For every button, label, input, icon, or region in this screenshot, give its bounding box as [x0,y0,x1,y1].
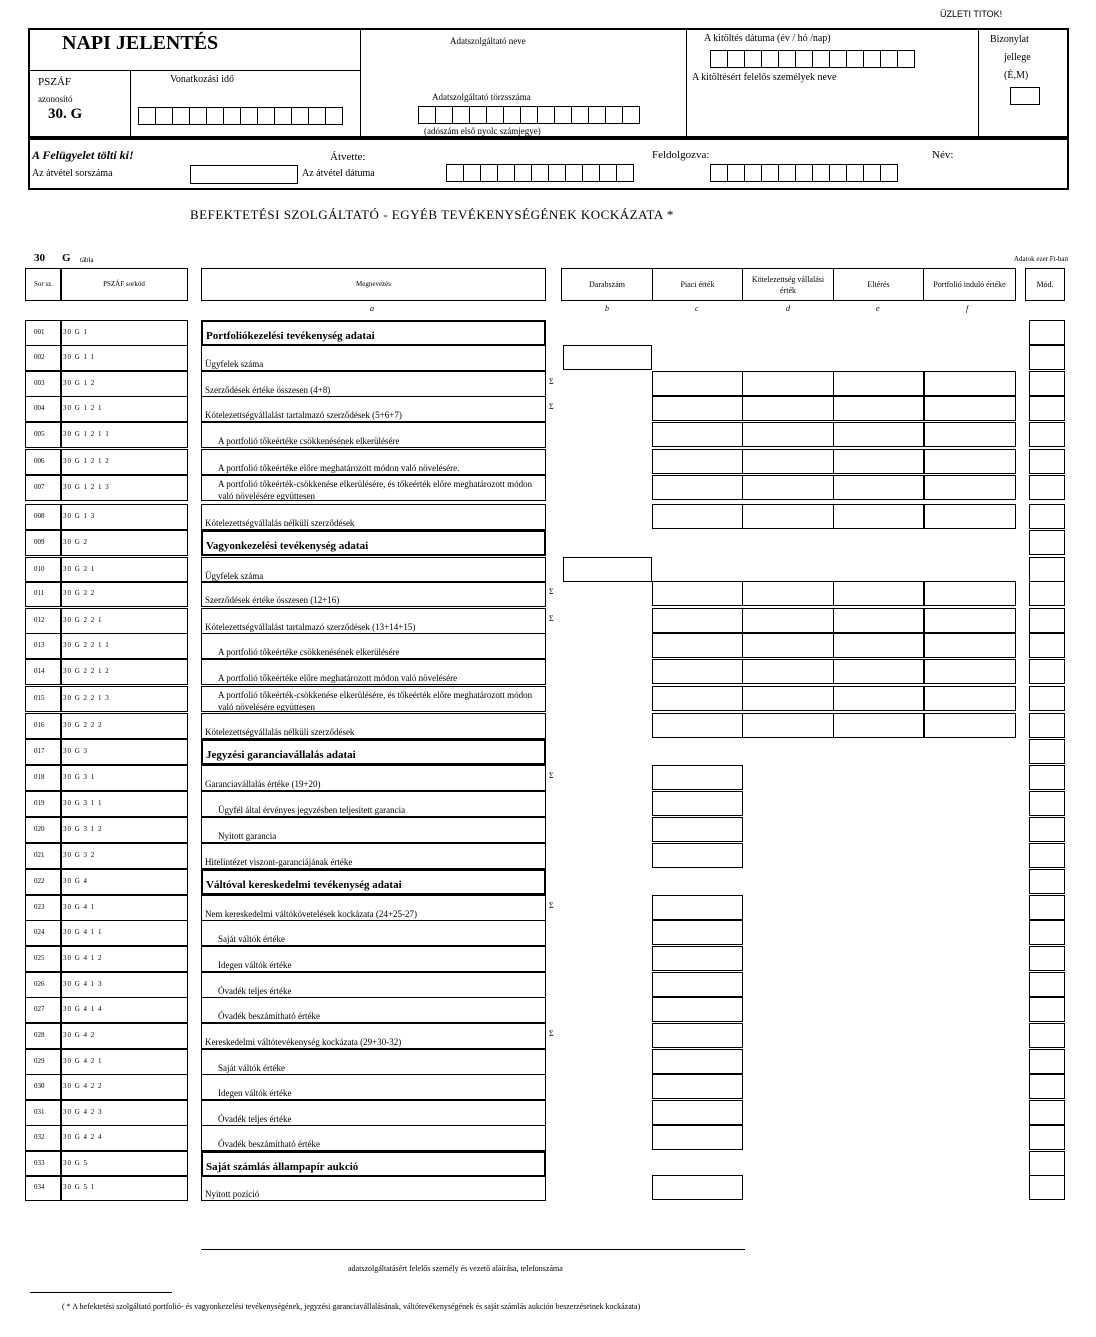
row-label: A portfolió tőkeérték-csökkenése elkerülésére, és tőkeérték előre meghatározott módon való növelésére együttesen [201,475,546,501]
row-number: 017 [25,739,62,765]
table-label-letter: G [62,252,71,264]
row-label: Ügyfelek száma [201,345,546,371]
cell-market[interactable] [652,791,743,816]
row-number: 004 [25,396,62,422]
row-number: 032 [25,1125,62,1151]
row-code: 30 G 1 3 [60,504,188,530]
cell-mod[interactable] [1029,422,1065,447]
row-code: 30 G 4 2 2 [60,1074,188,1100]
row-code: 30 G 3 1 [60,765,188,791]
cell-mod[interactable] [1029,713,1065,738]
col-header-market: Piaci érték [652,268,743,301]
doc-type-label: Bizonylat [990,34,1029,45]
cell-mod[interactable] [1029,659,1065,684]
cell-market[interactable] [652,817,743,842]
cell-diff[interactable] [833,504,925,529]
cell-mod[interactable] [1029,504,1065,529]
row-code: 30 G 2 1 [60,557,188,583]
cell-start[interactable] [923,633,1016,658]
row-label: Jegyzési garanciavállalás adatai [201,739,546,765]
col-letter-e: e [876,304,880,313]
cell-diff[interactable] [833,449,925,474]
reference-time-label: Vonatkozási idő [170,74,234,85]
doc-type-input[interactable] [1010,87,1040,105]
row-label: Nyitott pozíció [201,1175,546,1201]
reference-time-cells[interactable] [138,107,342,125]
cell-mod[interactable] [1029,608,1065,633]
cell-mod[interactable] [1029,946,1065,971]
cell-market[interactable] [652,449,743,474]
cell-market[interactable] [652,633,743,658]
receipt-no-label: Az átvétel sorszáma [32,168,113,179]
cell-start[interactable] [923,659,1016,684]
cell-mod[interactable] [1029,1125,1065,1150]
row-label: Kötelezettségvállalást tartalmazó szerződések (13+14+15) [201,608,546,634]
fill-date-label: A kitöltés dátuma (év / hó /nap) [704,33,831,44]
cell-start[interactable] [923,686,1016,711]
cell-market[interactable] [652,608,743,633]
cell-market[interactable] [652,581,743,606]
cell-diff[interactable] [833,396,925,421]
col-header-commit: Kötelezettség vállalási érték [742,268,834,301]
signature-caption: adatszolgáltatásért felelős személy és vezető aláírása, telefonszáma [348,1264,563,1273]
col-letter-a: a [370,304,374,313]
sum-marker: Σ [549,771,554,780]
row-label: A portfolió tőkeérték-csökkenése elkerülésére, és tőkeérték előre meghatározott módon való növelésére együttesen [201,686,546,712]
cell-market[interactable] [652,713,743,738]
row-label: Kötelezettségvállalás nélküli szerződések [201,504,546,530]
sum-marker: Σ [549,377,554,386]
row-code: 30 G 4 1 3 [60,972,188,998]
header-divider-1 [360,28,361,138]
row-label: Óvadék beszámítható értéke [201,997,546,1023]
form-title-main: NAPI JELENTÉS [62,32,219,54]
col-header-code: PSZÁF sorkód [60,268,188,301]
row-number: 034 [25,1175,62,1201]
cell-commit[interactable] [742,422,834,447]
row-number: 020 [25,817,62,843]
row-code: 30 G 4 1 2 [60,946,188,972]
cell-commit[interactable] [742,475,834,500]
row-code: 30 G 1 [60,320,188,346]
cell-mod[interactable] [1029,920,1065,945]
row-code: 30 G 1 2 1 [60,396,188,422]
row-code: 30 G 3 2 [60,843,188,869]
cell-mod[interactable] [1029,791,1065,816]
received-label: Átvette: [330,151,366,163]
col-header-count: Darabszám [561,268,653,301]
row-label: Váltóval kereskedelmi tevékenység adatai [201,869,546,895]
cell-mod[interactable] [1029,581,1065,606]
row-number: 033 [25,1151,62,1177]
cell-mod[interactable] [1029,843,1065,868]
row-number: 002 [25,345,62,371]
cell-mod[interactable] [1029,817,1065,842]
cell-mod[interactable] [1029,997,1065,1022]
cell-diff[interactable] [833,686,925,711]
cell-diff[interactable] [833,608,925,633]
row-label: Saját váltók értéke [201,1049,546,1075]
cell-market[interactable] [652,843,743,868]
row-number: 010 [25,557,62,583]
cell-market[interactable] [652,371,743,396]
row-number: 001 [25,320,62,346]
cell-market[interactable] [652,396,743,421]
cell-market[interactable] [652,1049,743,1074]
cell-mod[interactable] [1029,1049,1065,1074]
row-number: 018 [25,765,62,791]
row-label: A portfolió tőkeértéke csökkenésének elkerülésére [201,422,546,448]
cell-commit[interactable] [742,449,834,474]
row-number: 028 [25,1023,62,1049]
row-label: Nem kereskedelmi váltókövetelések kockázata (24+25-27) [201,895,546,921]
cell-diff[interactable] [833,659,925,684]
cell-count[interactable] [563,557,652,582]
row-code: 30 G 4 2 [60,1023,188,1049]
row-number: 026 [25,972,62,998]
cell-mod[interactable] [1029,895,1065,920]
table-label-number: 30 [34,252,45,264]
cell-market[interactable] [652,997,743,1022]
cell-mod[interactable] [1029,345,1065,370]
processed-cells[interactable] [710,164,897,182]
row-number: 029 [25,1049,62,1075]
receipt-no-input[interactable] [190,165,298,184]
row-code: 30 G 1 2 1 1 [60,422,188,448]
cell-start[interactable] [923,581,1016,606]
cell-market[interactable] [652,1074,743,1099]
cell-market[interactable] [652,946,743,971]
units-label: Adatok ezer Ft-ban [1014,255,1069,263]
col-letter-d: d [786,304,790,313]
row-label: A portfolió tőkeértéke előre meghatározott módon való növelésére [201,659,546,685]
cell-mod[interactable] [1029,320,1065,345]
pszaf-code: 30. G [48,106,83,122]
confidential-label: ÜZLETI TITOK! [940,9,1003,19]
row-code: 30 G 1 2 1 2 [60,449,188,475]
sum-marker: Σ [549,587,554,596]
cell-market[interactable] [652,475,743,500]
row-number: 014 [25,659,62,685]
row-label: Saját számlás állampapír aukció [201,1151,546,1177]
sum-marker: Σ [549,614,554,623]
row-number: 012 [25,608,62,634]
cell-market[interactable] [652,765,743,790]
row-code: 30 G 4 [60,869,188,895]
row-number: 006 [25,449,62,475]
pszaf-label: PSZÁF [38,76,72,88]
cell-market[interactable] [652,422,743,447]
cell-mod[interactable] [1029,1175,1065,1200]
row-label: Portfoliókezelési tevékenység adatai [201,320,546,346]
row-code: 30 G 4 1 [60,895,188,921]
provider-reg-label: Adatszolgáltató törzsszáma [432,92,531,102]
cell-market[interactable] [652,972,743,997]
row-code: 30 G 2 2 1 3 [60,686,188,712]
cell-mod[interactable] [1029,739,1065,764]
sum-marker: Σ [549,901,554,910]
row-code: 30 G 3 [60,739,188,765]
row-label: Saját váltók értéke [201,920,546,946]
row-number: 023 [25,895,62,921]
row-label: Kötelezettségvállalás nélküli szerződések [201,713,546,739]
cell-mod[interactable] [1029,1100,1065,1125]
cell-commit[interactable] [742,659,834,684]
row-code: 30 G 3 1 1 [60,791,188,817]
col-header-name: Megnevezés [201,268,546,301]
cell-mod[interactable] [1029,765,1065,790]
cell-start[interactable] [923,475,1016,500]
row-label: Nyitott garancia [201,817,546,843]
row-number: 021 [25,843,62,869]
row-label: Idegen váltók értéke [201,1074,546,1100]
row-number: 007 [25,475,62,501]
cell-start[interactable] [923,371,1016,396]
row-number: 008 [25,504,62,530]
cell-market[interactable] [652,1175,743,1200]
cell-market[interactable] [652,504,743,529]
provider-reg-note: (adószám első nyolc számjegye) [424,126,541,136]
cell-count[interactable] [563,345,652,370]
cell-diff[interactable] [833,422,925,447]
cell-mod[interactable] [1029,371,1065,396]
cell-market[interactable] [652,920,743,945]
cell-mod[interactable] [1029,1023,1065,1048]
cell-start[interactable] [923,396,1016,421]
row-code: 30 G 5 1 [60,1175,188,1201]
row-code: 30 G 2 2 [60,581,188,607]
responsible-label: A kitöltésért felelős személyek neve [692,72,837,83]
row-code: 30 G 1 1 [60,345,188,371]
row-code: 30 G 2 2 1 2 [60,659,188,685]
cell-start[interactable] [923,422,1016,447]
row-label: Óvadék teljes értéke [201,1100,546,1126]
col-header-diff: Eltérés [833,268,924,301]
row-number: 022 [25,869,62,895]
processed-label: Feldolgozva: [652,149,710,161]
row-number: 009 [25,530,62,556]
cell-market[interactable] [652,659,743,684]
receipt-date-label: Az átvétel dátuma [302,168,375,179]
cell-start[interactable] [923,713,1016,738]
row-code: 30 G 4 2 1 [60,1049,188,1075]
cell-start[interactable] [923,504,1016,529]
row-label: Vagyonkezelési tevékenység adatai [201,530,546,556]
cell-market[interactable] [652,1023,743,1048]
receipt-date-cells[interactable] [446,164,633,182]
row-number: 013 [25,633,62,659]
cell-mod[interactable] [1029,1151,1065,1176]
row-code: 30 G 4 1 1 [60,920,188,946]
cell-mod[interactable] [1029,475,1065,500]
row-code: 30 G 1 2 [60,371,188,397]
signature-line [201,1249,745,1250]
cell-mod[interactable] [1029,686,1065,711]
supervisor-label: A Felügyelet tölti ki! [32,148,134,162]
row-code: 30 G 4 2 4 [60,1125,188,1151]
row-label: Kereskedelmi váltótevékenység kockázata (29+30-32) [201,1023,546,1049]
cell-diff[interactable] [833,713,925,738]
row-label: Szerződések értéke összesen (12+16) [201,581,546,607]
row-number: 005 [25,422,62,448]
row-label: Óvadék teljes értéke [201,972,546,998]
cell-commit[interactable] [742,633,834,658]
row-label: Hitelintézet viszont-garanciájának értéke [201,843,546,869]
row-number: 027 [25,997,62,1023]
row-code: 30 G 3 1 2 [60,817,188,843]
row-label: Ügyfelek száma [201,557,546,583]
cell-commit[interactable] [742,686,834,711]
cell-mod[interactable] [1029,972,1065,997]
cell-mod[interactable] [1029,633,1065,658]
col-letter-c: c [695,304,699,313]
form-subtitle: BEFEKTETÉSI SZOLGÁLTATÓ - EGYÉB TEVÉKENYSÉGÉNEK KOCKÁZATA * [190,207,674,222]
name-label: Név: [932,149,954,161]
cell-mod[interactable] [1029,557,1065,582]
cell-commit[interactable] [742,396,834,421]
footnote-rule [30,1292,172,1293]
cell-diff[interactable] [833,581,925,606]
row-number: 025 [25,946,62,972]
row-code: 30 G 1 2 1 3 [60,475,188,501]
row-label: Kötelezettségvállalást tartalmazó szerződések (5+6+7) [201,396,546,422]
col-header-sor: Sor sz. [25,268,62,301]
row-number: 003 [25,371,62,397]
cell-commit[interactable] [742,581,834,606]
cell-start[interactable] [923,608,1016,633]
col-header-mod: Mód. [1025,268,1065,301]
cell-commit[interactable] [742,371,834,396]
provider-reg-cells[interactable] [418,106,639,124]
header-divider-3 [978,28,979,138]
row-label: Garanciavállalás értéke (19+20) [201,765,546,791]
cell-market[interactable] [652,1100,743,1125]
row-number: 015 [25,686,62,712]
cell-commit[interactable] [742,608,834,633]
doc-type-label-2: jellege [1004,52,1031,63]
header-hline [28,70,360,71]
cell-mod[interactable] [1029,1074,1065,1099]
cell-start[interactable] [923,449,1016,474]
row-code: 30 G 2 [60,530,188,556]
row-label: A portfolió tőkeértéke csökkenésének elkerülésére [201,633,546,659]
row-code: 30 G 2 2 1 [60,608,188,634]
cell-mod[interactable] [1029,869,1065,894]
row-label: Óvadék beszámítható értéke [201,1125,546,1151]
row-label: A portfolió tőkeértéke előre meghatározott módon való növelésére. [201,449,546,475]
sum-marker: Σ [549,1029,554,1038]
row-code: 30 G 5 [60,1151,188,1177]
cell-market[interactable] [652,686,743,711]
cell-diff[interactable] [833,633,925,658]
cell-mod[interactable] [1029,530,1065,555]
cell-commit[interactable] [742,504,834,529]
col-letter-b: b [605,304,609,313]
cell-market[interactable] [652,895,743,920]
pszaf-id-label: azonosító [38,94,73,104]
col-letter-f: f [966,304,969,313]
col-header-start: Portfolió induló értéke [923,268,1016,301]
header-vline [130,70,131,138]
cell-market[interactable] [652,1125,743,1150]
sum-marker: Σ [549,402,554,411]
doc-type-label-3: (É,M) [1004,70,1029,81]
row-label: Ügyfél által érvényes jegyzésben teljesített garancia [201,791,546,817]
row-number: 024 [25,920,62,946]
cell-mod[interactable] [1029,449,1065,474]
row-number: 031 [25,1100,62,1126]
row-code: 30 G 2 2 1 1 [60,633,188,659]
row-label: Idegen váltók értéke [201,946,546,972]
row-code: 30 G 4 1 4 [60,997,188,1023]
cell-diff[interactable] [833,475,925,500]
row-label: Szerződések értéke összesen (4+8) [201,371,546,397]
row-code: 30 G 2 2 2 [60,713,188,739]
header-divider-2 [686,28,687,138]
row-code: 30 G 4 2 3 [60,1100,188,1126]
cell-diff[interactable] [833,371,925,396]
cell-commit[interactable] [742,713,834,738]
fill-date-cells[interactable] [710,50,914,68]
table-label-word: tábla [80,256,94,264]
row-number: 030 [25,1074,62,1100]
row-number: 016 [25,713,62,739]
row-number: 019 [25,791,62,817]
provider-name-label: Adatszolgáltató neve [450,36,526,46]
footnote: ( * A befektetési szolgáltató portfolió- és vagyonkezelési tevékenységének, jegyzési garanciavállalásának, váltótevékenységének és saját számlás aukción beszerzéseinek kockázata) [62,1302,641,1311]
row-number: 011 [25,581,62,607]
cell-mod[interactable] [1029,396,1065,421]
